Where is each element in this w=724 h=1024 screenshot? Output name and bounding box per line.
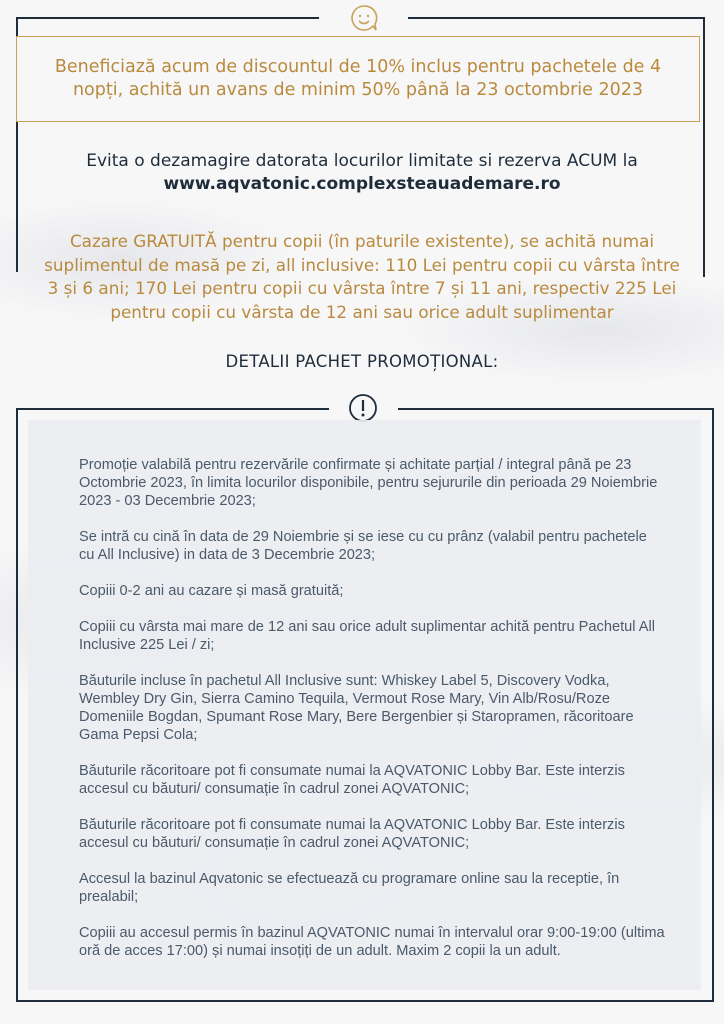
details-frame-right xyxy=(712,408,714,1002)
top-frame-left-long xyxy=(16,122,18,272)
detail-item: Copiii au accesul permis în bazinul AQVATONIC numai în intervalul orar 9:00-19:00 (ultima oră de acces 17:00) și numai insoțiți de un adult. Maxim 2 copii la un adult. xyxy=(79,925,665,959)
discount-text: Beneficiază acum de discountul de 10% inclus pentru pachetele de 4 nopți, achită un avans de minim 50% până la 23 octombrie 2023 xyxy=(54,57,662,100)
top-frame-right-side xyxy=(703,17,705,277)
details-frame-top-left xyxy=(16,408,329,410)
detail-item: Copiii 0-2 ani au cazare și masă gratuită; xyxy=(79,583,344,599)
details-list xyxy=(79,456,665,978)
details-frame-left xyxy=(16,408,18,1002)
details-frame-top-right xyxy=(398,408,714,410)
section-title: DETALII PACHET PROMOȚIONAL: xyxy=(225,352,499,371)
top-frame-left-side xyxy=(16,17,18,37)
top-frame-right xyxy=(408,17,704,19)
detail-item: Băuturile incluse în pachetul All Inclusive sunt: Whiskey Label 5, Discovery Vodka, Wembley Dry Gin, Sierra Camino Tequila, Vermout Rose Mary, Vin Alb/Rosu/Roze Domeniile Bogdan, Spumant Rose Mary, Bere Bergenbier și Staropramen, răcoritoare Gama Pepsi Cola; xyxy=(79,673,634,743)
detail-item: Promoție valabilă pentru rezervările confirmate și achitate parțial / integral până pe 23 Octombrie 2023, în limita locurilor disponibile, pentru sejururile din perioada 29 Noiembrie 2023 - 03 Decembrie 2023; xyxy=(79,457,658,509)
detail-item: Băuturile răcoritoare pot fi consumate numai la AQVATONIC Lobby Bar. Este interzis accesul cu băuturi/ consumație în cadrul zonei AQVATONIC; xyxy=(79,763,625,797)
smiley-chat-icon xyxy=(349,3,379,33)
reserve-text: Evita o dezamagire datorata locurilor limitate si rezerva ACUM la xyxy=(86,151,638,171)
top-frame-left xyxy=(16,17,319,19)
details-frame-bottom xyxy=(16,1000,714,1002)
reserve-notice xyxy=(40,150,684,196)
free-stay-text: Cazare GRATUITĂ pentru copii (în paturile existente), se achită numai suplimentul de masă pe zi, all inclusive: 110 Lei pentru copii cu vârsta între 3 și 6 ani; 170 Lei pentru copii cu vârsta între 7 și 11 ani, respectiv 225 Lei pentru copii cu vârsta de 12 ani sau orice adult suplimentar xyxy=(44,231,680,322)
detail-item: Băuturile răcoritoare pot fi consumate numai la AQVATONIC Lobby Bar. Este interzis accesul cu băuturi/ consumație în cadrul zonei AQVATONIC; xyxy=(79,817,625,851)
detail-item: Se intră cu cină în data de 29 Noiembrie și se iese cu cu prânz (valabil pentru pachetele cu All Inclusive) in data de 3 Decembrie 2023; xyxy=(79,529,647,563)
detail-item: Copiii cu vârsta mai mare de 12 ani sau orice adult suplimentar achită pentru Pachetul All Inclusive 225 Lei / zi; xyxy=(79,619,655,653)
detail-item: Accesul la bazinul Aqvatonic se efectuează cu programare online sau la receptie, în prealabil; xyxy=(79,871,620,905)
website-link[interactable]: www.aqvatonic.complexsteauademare.ro xyxy=(163,174,561,194)
discount-banner xyxy=(16,36,700,122)
